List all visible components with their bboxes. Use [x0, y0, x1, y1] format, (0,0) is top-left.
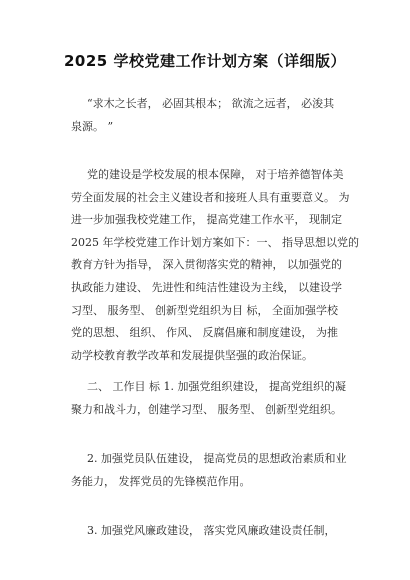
text-line: 党的建设是学校发展的根本保障， 对于培养德智体美 — [87, 168, 344, 181]
text-line: 2025 年学校党建工作计划方案如下：一、 指导思想以党的 — [71, 235, 359, 249]
text-line: 务能力， 发挥党员的先锋模范作用。 — [71, 474, 251, 488]
text-line: 动学校教育教学改革和发展提供坚强的政治保证。 — [71, 348, 313, 362]
text-line: 二、 工作目 标 1. 加强党组织建设， 提高党组织的凝 — [87, 380, 346, 393]
goals-paragraph — [71, 376, 347, 421]
document-title: 2025 学校党建工作计划方案（详细版） — [64, 52, 346, 70]
text-line: “求木之长者， 必固其根本； 欲流之远者， 必浚其 — [87, 97, 335, 110]
text-line: 泉源。 ” — [71, 119, 114, 133]
goal-3-paragraph — [87, 520, 347, 543]
intro-paragraph — [71, 164, 359, 367]
text-line: 3. 加强党风廉政建设， 落实党风廉政建设责任制， — [87, 524, 336, 537]
text-line: 教育方针为指导， 深入贯彻落实党的精神， 以加强党的 — [71, 258, 342, 272]
text-line: 执政能力建设、 先进性和纯洁性建设为主线， 以建设学 — [71, 280, 342, 294]
text-line: 党的思想、 组织、 作风、 反腐倡廉和制度建设， 为推 — [71, 326, 338, 340]
quote-paragraph — [71, 93, 347, 138]
text-line: 习型、 服务型、 创新型党组织为目 标， 全面加强学校 — [71, 303, 338, 317]
goal-2-paragraph — [71, 448, 347, 493]
text-line: 进一步加强我校党建工作， 提高党建工作水平， 现制定 — [71, 213, 342, 227]
text-line: 劳全面发展的社会主义建设者和接班人具有重要意义。 为 — [71, 190, 350, 204]
text-line: 聚力和战斗力，创建学习型、 服务型、 创新型党组织。 — [71, 402, 342, 416]
text-line: 2. 加强党员队伍建设， 提高党员的思想政治素质和业 — [87, 452, 347, 465]
